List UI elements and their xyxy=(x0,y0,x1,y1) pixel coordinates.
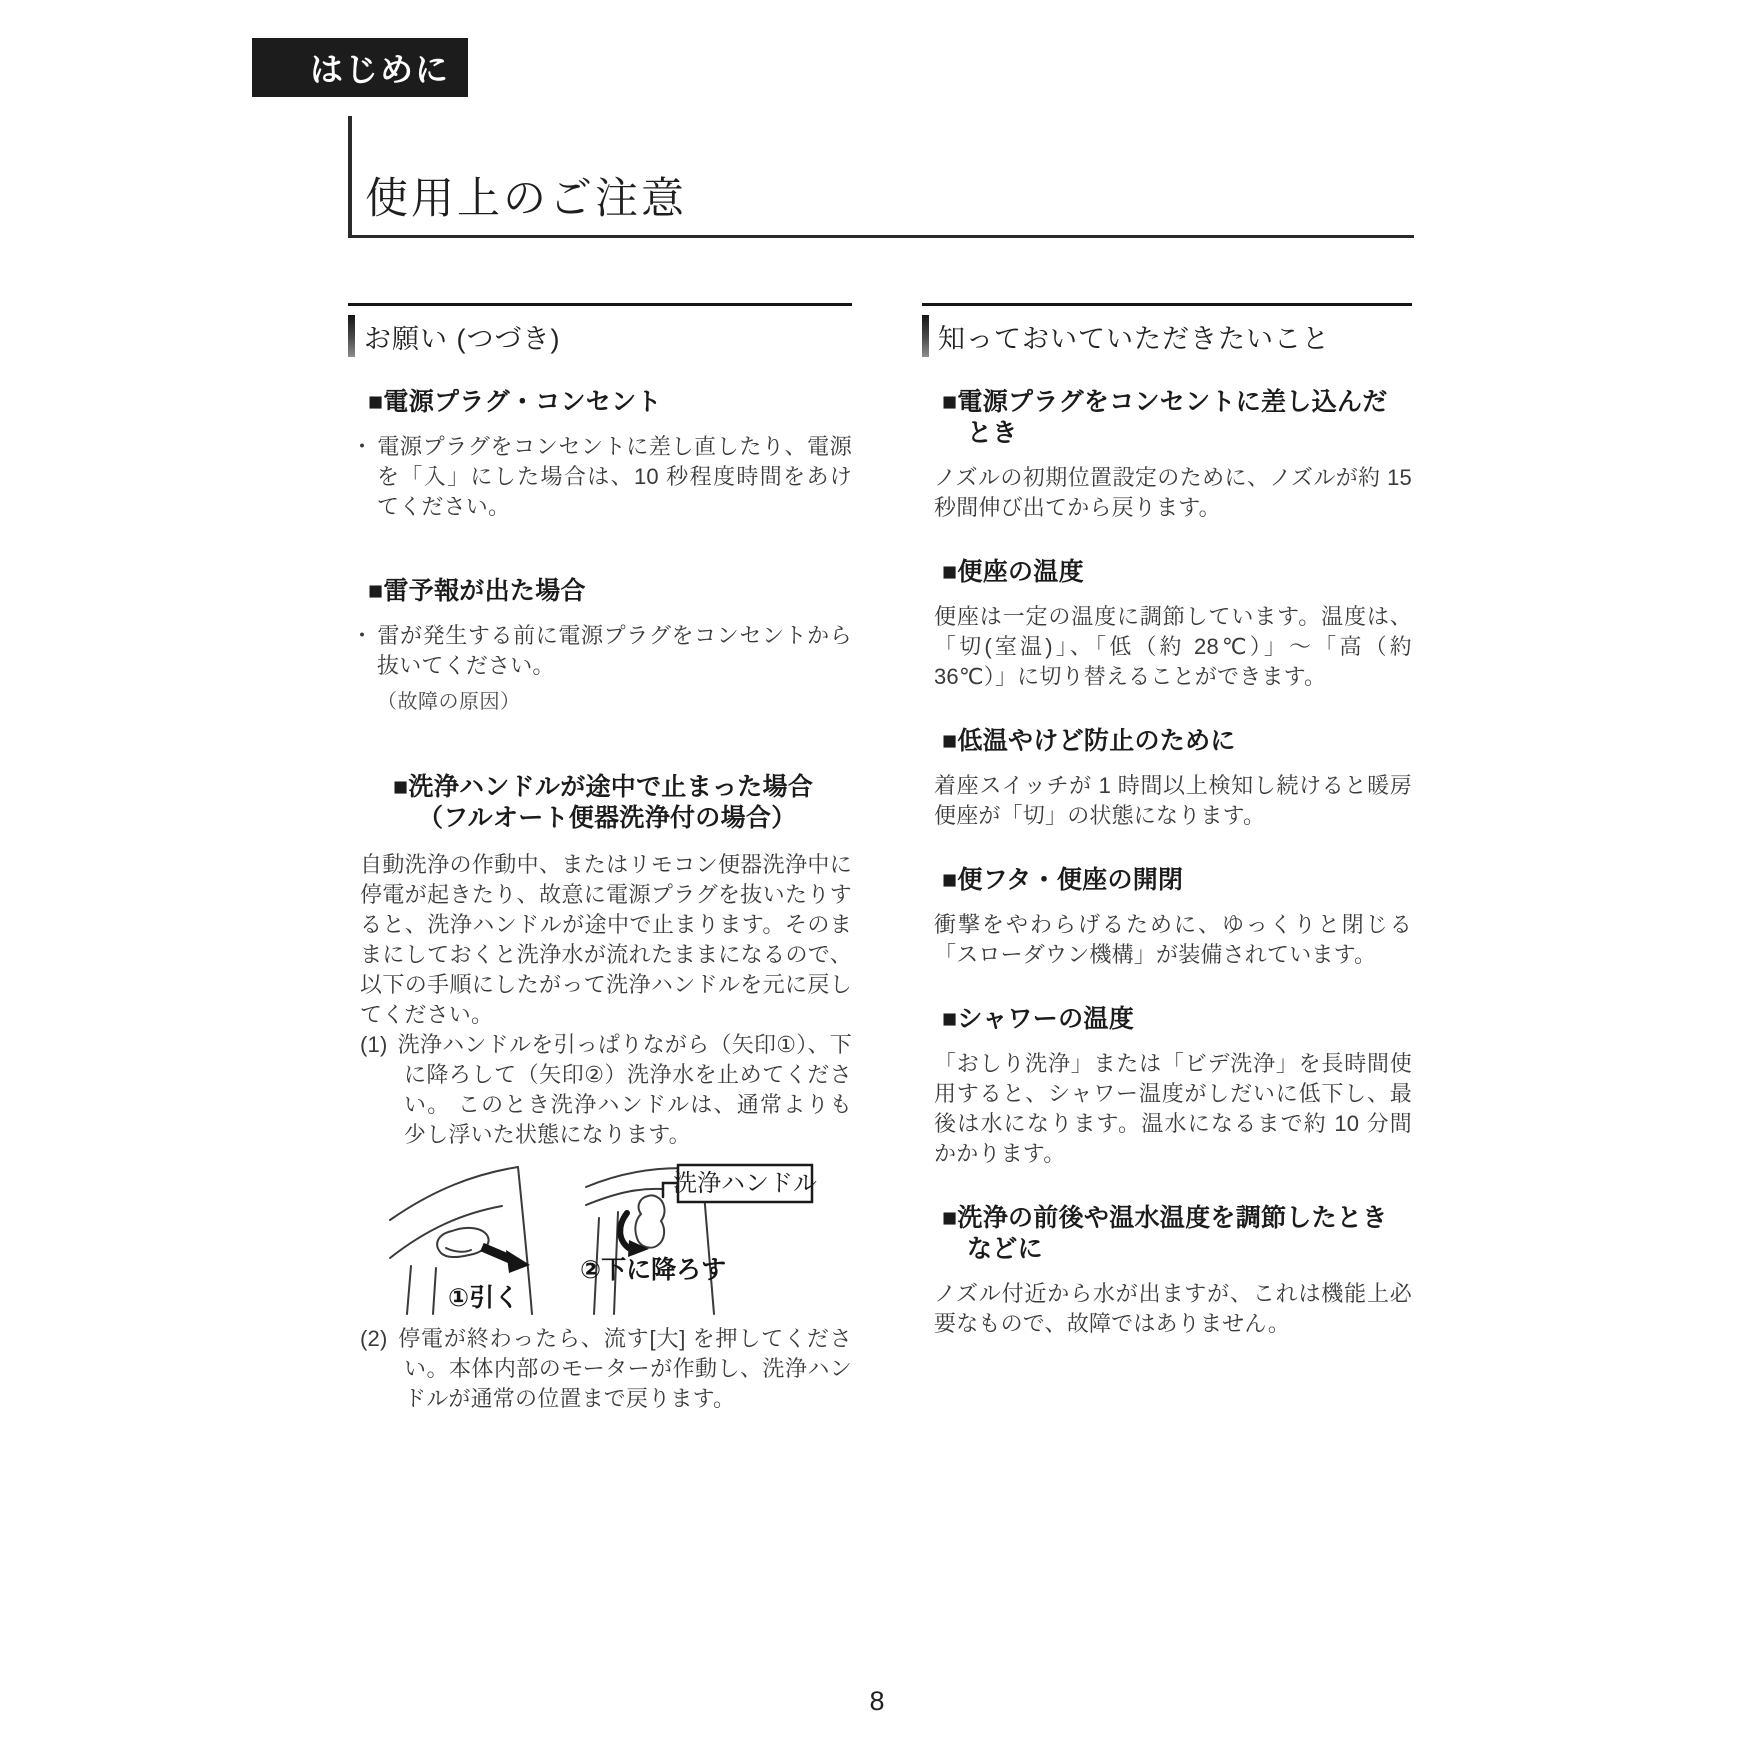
heading-lightning-forecast: ■雷予報が出た場合 xyxy=(368,577,586,605)
rotate-arrow xyxy=(620,1213,630,1249)
heading-lid-seat-open-close: ■便フタ・便座の開閉 xyxy=(942,866,1184,894)
heading-seat-temperature: ■便座の温度 xyxy=(942,558,1084,586)
left-column-header-label: お願い (つづき) xyxy=(364,323,561,354)
heading-shower-temperature: ■シャワーの温度 xyxy=(942,1005,1135,1033)
title-block xyxy=(348,116,1414,238)
text-lightning-forecast xyxy=(351,621,852,681)
heading-wash-handle-stopped xyxy=(368,772,852,834)
page-number: 8 xyxy=(869,1686,885,1716)
wash-handle-diagram xyxy=(378,1156,823,1318)
chapter-tab xyxy=(252,38,468,97)
heading-power-plug-outlet: ■電源プラグ・コンセント xyxy=(368,388,662,416)
text-plug-inserted: ノズルの初期位置設定のために、ノズルが約 15 秒間伸び出てから戻ります。 xyxy=(934,465,1412,520)
down-label: ②下に降ろす xyxy=(580,1256,727,1284)
left-column xyxy=(348,303,852,1414)
tank-hatch xyxy=(407,1266,411,1314)
heading-line1: ■洗浄ハンドルが途中で止まった場合 xyxy=(393,773,814,801)
handle-label: 洗浄ハンドル xyxy=(673,1170,817,1197)
text-lid-seat-open-close: 衝撃をやわらげるために、ゆっくりと閉じる「スローダウン機構」が装備されています。 xyxy=(934,912,1412,967)
bullet-text: 雷が発生する前に電源プラグをコンセントから抜いてください。 xyxy=(377,623,852,678)
right-column xyxy=(922,303,1412,1339)
step-1 xyxy=(360,1030,852,1150)
step-2 xyxy=(360,1324,852,1414)
handle-vertical xyxy=(635,1195,664,1247)
text-seat-temperature: 便座は一定の温度に調節しています。温度は、「切(室温)」、「低（約 28℃）」〜「高（約 36℃）」に切り替えることができます。 xyxy=(934,604,1412,689)
header-accent-bar xyxy=(922,315,929,357)
bullet-marker: ・ xyxy=(351,623,374,648)
step-1-marker: (1) xyxy=(360,1032,388,1057)
chapter-tab-label: はじめに xyxy=(310,51,450,88)
tank-edge xyxy=(390,1167,518,1220)
bullet-text: 電源プラグをコンセントに差し直したり、電源を「入」にした場合は、10 秒程度時間をあけてください。 xyxy=(377,434,853,519)
right-column-header xyxy=(922,303,1412,357)
step-1-text: 洗浄ハンドルを引っぱりながら（矢印①）、下に降ろして（矢印②）洗浄水を止めてください。 このとき洗浄ハンドルは、通常よりも少し浮いた状態になります。 xyxy=(397,1032,852,1147)
bullet-marker: ・ xyxy=(351,434,374,459)
right-column-header-label: 知っておいていただきたいこと xyxy=(938,323,1330,354)
text-shower-temperature: 「おしり洗浄」または「ビデ洗浄」を長時間使用すると、シャワー温度がしだいに低下し、最後は水になります。温水になるまで約 10 分間かかります。 xyxy=(934,1051,1412,1166)
step-2-marker: (2) xyxy=(360,1326,388,1351)
tank-edge xyxy=(518,1167,532,1314)
heading-low-temp-burn: ■低温やけど防止のために xyxy=(942,727,1236,755)
tank-hatch xyxy=(433,1268,436,1314)
text-power-plug-outlet xyxy=(351,432,852,522)
left-column-header xyxy=(348,303,852,357)
heading-line2: （フルオート便器洗浄付の場合） xyxy=(418,804,797,832)
text-before-after-wash: ノズル付近から水が出ますが、これは機能上必要なもので、故障ではありません。 xyxy=(934,1281,1412,1336)
step-2-text: 停電が終わったら、流す[大] を押してください。本体内部のモーターが作動し、洗浄ハンドルが通常の位置まで戻ります。 xyxy=(397,1326,852,1411)
heading-before-after-wash: ■洗浄の前後や温水温度を調節したときなどに xyxy=(942,1204,1388,1263)
text-low-temp-burn: 着座スイッチが 1 時間以上検知し続けると暖房便座が「切」の状態になります。 xyxy=(934,773,1412,828)
header-accent-bar xyxy=(348,315,355,357)
pull-label: ①引く xyxy=(448,1284,520,1312)
note-failure-cause: （故障の原因） xyxy=(377,691,521,713)
page-title: 使用上のご注意 xyxy=(365,175,687,223)
paragraph-wash-handle: 自動洗浄の作動中、またはリモコン便器洗浄中に停電が起きたり、故意に電源プラグを抜いたりすると、洗浄ハンドルが途中で止まります。そのままにしておくと洗浄水が流れたままになるので、以下の手順にしたがって洗浄ハンドルを元に戻してください。 xyxy=(360,852,852,1027)
heading-plug-inserted: ■電源プラグをコンセントに差し込んだとき xyxy=(942,388,1388,447)
pull-arrow xyxy=(482,1247,510,1259)
